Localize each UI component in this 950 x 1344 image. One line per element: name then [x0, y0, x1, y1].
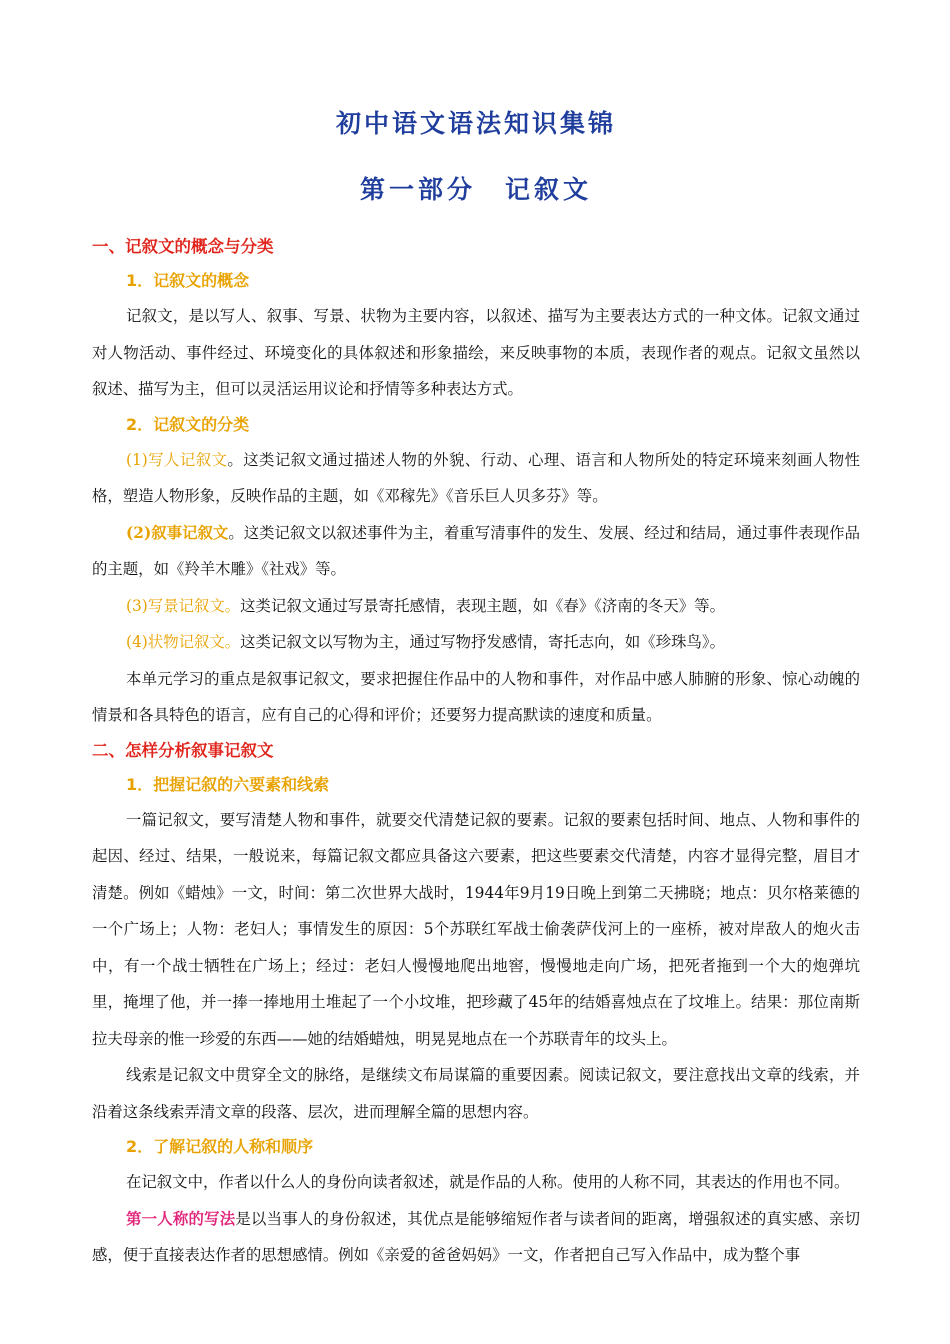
- category-2: [92, 515, 860, 588]
- category-1-label: (1)写人记叙文: [126, 450, 228, 469]
- category-1-text: 。这类记叙文通过描述人物的外貌、行动、心理、语言和人物所处的特定环境来刻画人物性格，塑造人物形象，反映作品的主题，如《邓稼先》《音乐巨人贝多芬》等。: [92, 450, 860, 505]
- category-3-text: 这类记叙文通过写景寄托感情，表现主题，如《春》《济南的冬天》等。: [240, 596, 725, 615]
- section-1-sub-1: 1．记叙文的概念: [126, 271, 250, 290]
- category-2-label: (2)叙事记叙文: [126, 523, 229, 542]
- section-2-para-4: [92, 1201, 860, 1274]
- section-2-para-3: 在记叙文中，作者以什么人的身份向读者叙述，就是作品的人称。使用的人称不同，其表达的作用也不同。: [126, 1173, 850, 1191]
- section-1-heading: 一、记叙文的概念与分类: [92, 237, 274, 256]
- section-2-sub-2: 2．了解记叙的人称和顺序: [126, 1137, 314, 1156]
- section-2-para-2: 线索是记叙文中贯穿全文的脉络，是继续文布局谋篇的重要因素。阅读记叙文，要注意找出文章的线索，并沿着这条线索弄清文章的段落、层次，进而理解全篇的思想内容。: [92, 1066, 860, 1121]
- section-1-sub-2: 2．记叙文的分类: [126, 414, 250, 434]
- category-1: [92, 442, 860, 515]
- doc-title: 初中语文语法知识集锦: [335, 109, 616, 138]
- section-2-heading: 二、怎样分析叙事记叙文: [92, 740, 274, 760]
- category-3-label: (3)写景记叙文。: [126, 596, 241, 615]
- category-2-text: 。这类记叙文以叙述事件为主，着重写清事件的发生、发展、经过和结局，通过事件表现作品的主题，如《羚羊木雕》《社戏》等。: [92, 523, 860, 578]
- category-4-text: 这类记叙文以写物为主，通过写物抒发感情，寄托志向，如《珍珠鸟》。: [240, 633, 725, 651]
- doc-subtitle: 第一部分 记叙文: [359, 175, 592, 204]
- category-4: [92, 624, 860, 661]
- section-2-sub-1: 1．把握记叙的六要素和线索: [126, 774, 330, 794]
- category-3: [92, 588, 860, 625]
- first-person-label: 第一人称的写法: [126, 1209, 236, 1228]
- section-1-para-2: 本单元学习的重点是叙事记叙文，要求把握住作品中的人物和事件，对作品中感人肺腑的形象、惊心动魄的情景和各具特色的语言，应有自己的心得和评价；还要努力提高默读的速度和质量。: [92, 669, 860, 724]
- section-2-para-1: 一篇记叙文，要写清楚人物和事件，就要交代清楚记叙的要素。记叙的要素包括时间、地点、人物和事件的起因、经过、结果，一般说来，每篇记叙文都应具备这六要素，把这些要素交代清楚，内容才显得完整，眉目才清楚。例如《蜡烛》一文，时间：第二次世界大战时，1944年9月19日晚上到第二天拂晓；地点：贝尔格莱德的一个广场上；人物：老妇人；事情发生的原因：5个苏联红军战士偷袭萨伐河上的一座桥，被对岸敌人的炮火击中，有一个战士牺牲在广场上；经过：老妇人慢慢地爬出地窖，慢慢地走向广场，把死者拖到一个大的炮弹坑里，掩埋了他，并一捧一捧地用土堆起了一个小坟堆，把珍藏了45年的结婚喜烛点在了坟堆上。结果：那位南斯拉夫母亲的惟一珍爱的东西——她的结婚蜡烛，明晃晃地点在一个苏联青年的坟头上。: [92, 810, 860, 1048]
- category-4-label: (4)状物记叙文。: [126, 633, 241, 651]
- section-1-para-1: 记叙文，是以写人、叙事、写景、状物为主要内容，以叙述、描写为主要表达方式的一种文体。记叙文通过对人物活动、事件经过、环境变化的具体叙述和形象描绘，来反映事物的本质，表现作者的观点。记叙文虽然以叙述、描写为主，但可以灵活运用议论和抒情等多种表达方式。: [92, 307, 860, 398]
- document-page: [92, 100, 860, 1274]
- first-person-text: 是以当事人的身份叙述，其优点是能够缩短作者与读者间的距离，增强叙述的真实感、亲切感，便于直接表达作者的思想感情。例如《亲爱的爸爸妈妈》一文，作者把自己写入作品中，成为整个事: [92, 1209, 860, 1264]
